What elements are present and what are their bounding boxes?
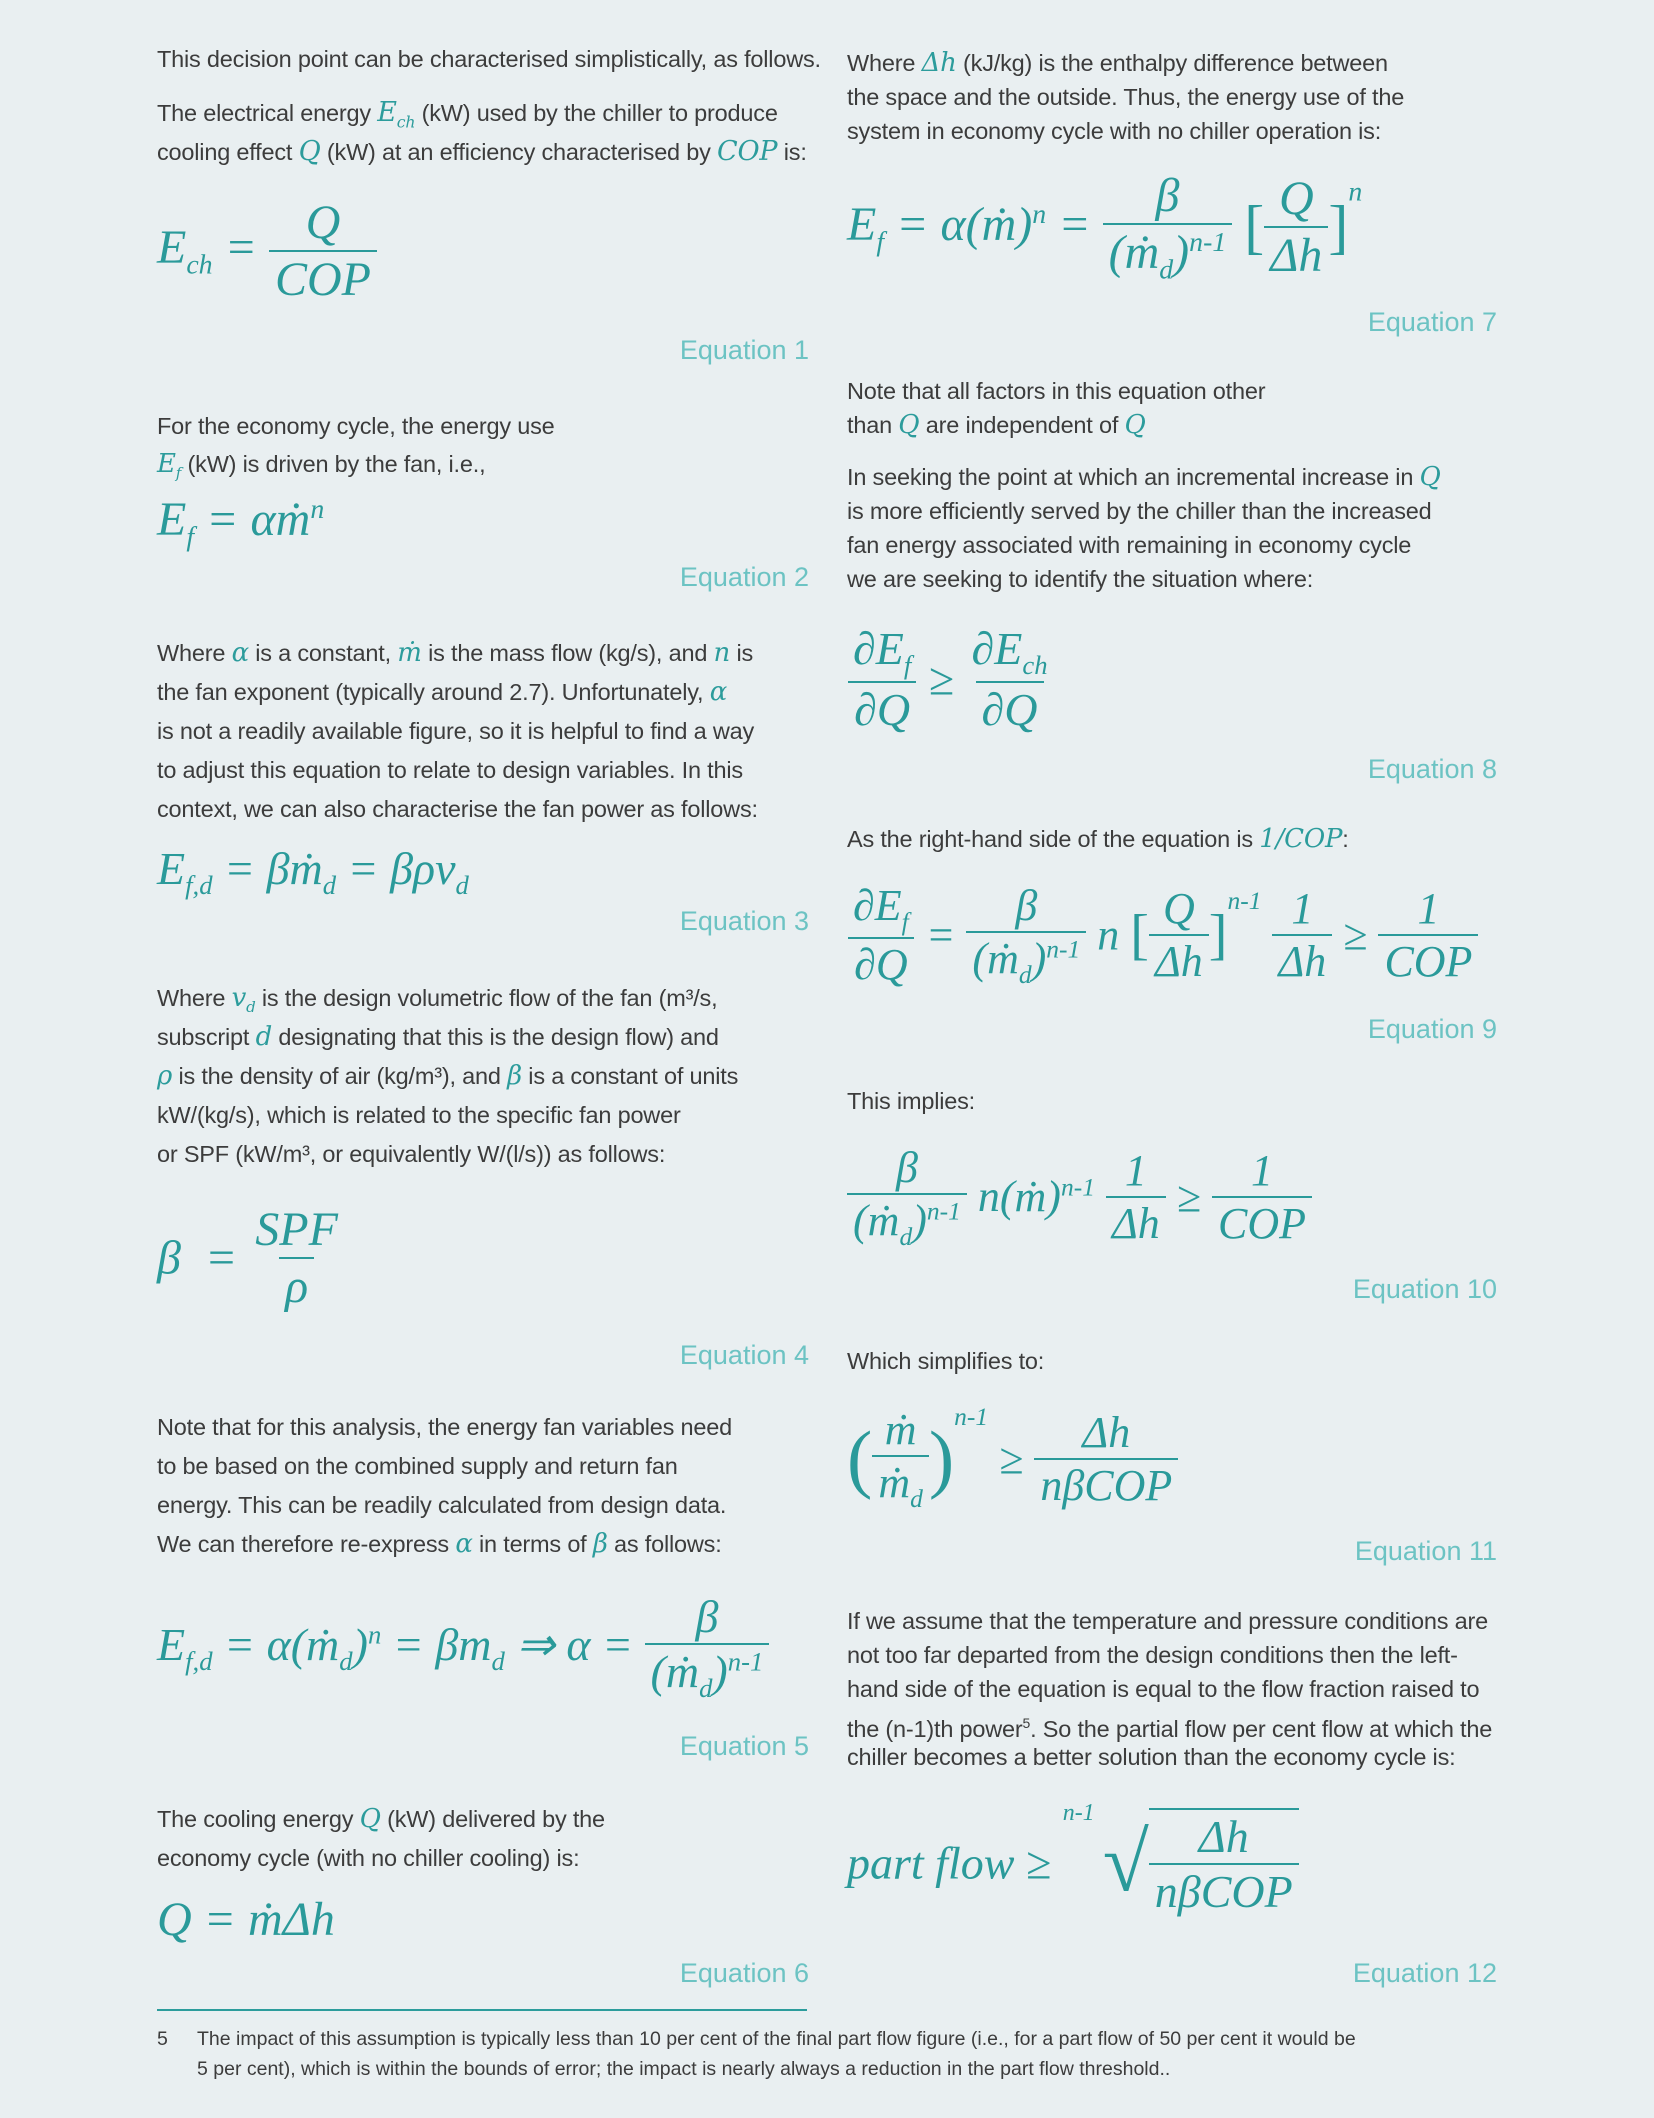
paragraph: Note that for this analysis, the energy fan variables need <box>157 1414 732 1440</box>
paragraph: Where $v_d$ is the design volumetric flow of the fan (m³/s, <box>157 983 718 1017</box>
paragraph: economy cycle (with no chiller cooling) is: <box>157 1845 580 1871</box>
equation-2: $E_f$ = αṁ$^n$ <box>157 493 325 553</box>
paragraph: to adjust this equation to relate to design variables. In this <box>157 757 743 783</box>
footnote-text: The impact of this assumption is typically less than 10 per cent of the final part flow figure (i.e., for a part flow of 50 per cent it would be 5 per cent), which is within the bounds of error; the impact is nearly always a reduction in the part flow threshold.. <box>197 2028 1356 2080</box>
equation-label: Equation 9 <box>1367 1014 1497 1044</box>
equation-1: $E_{ch}$ = $\frac{Q}{\text{COP}}$ <box>157 195 377 307</box>
equation-12: part flow ≥ n-1 √ $\frac{\Delta h}{\text{nβCOP}}$ <box>847 1808 1299 1918</box>
equation-3: $E_{f,d}$ = βṁ$_d$ = βρv$_d$ <box>157 843 469 901</box>
paragraph: We can therefore re-express α in terms of β as follows: <box>157 1529 722 1559</box>
symbol: COP <box>717 136 778 167</box>
equation-4: β = $\frac{\text{SPF}}{\rho}$ <box>157 1203 338 1313</box>
paragraph: Note that all factors in this equation other <box>847 378 1266 404</box>
paragraph: or SPF (kW/m³, or equivalently W/(l/s)) as follows: <box>157 1141 666 1167</box>
equation-label: Equation 10 <box>1352 1274 1497 1304</box>
equation-7: $E_f$ = α(ṁ)$^n$ = $\frac{\beta}{(ṁ_d)^{n-1}}$ [ $\frac{Q}{\Delta h}$ ]$^n$ <box>847 169 1363 286</box>
paragraph: than Q are independent of Q <box>847 410 1146 440</box>
paragraph: fan energy associated with remaining in economy cycle <box>847 532 1412 558</box>
footnote-divider <box>157 2009 807 2011</box>
paragraph: chiller becomes a better solution than the economy cycle is: <box>847 1744 1456 1770</box>
paragraph: the fan exponent (typically around 2.7). Unfortunately, α <box>157 677 728 707</box>
symbol: $E_{ch}$ <box>377 97 416 132</box>
paragraph: to be based on the combined supply and return fan <box>157 1453 678 1479</box>
paragraph: system in economy cycle with no chiller operation is: <box>847 118 1382 144</box>
equation-6: Q = ṁΔh <box>157 1893 335 1946</box>
equation-9: $\frac{\partial E_f}{\partial Q}$ = $\frac{\beta}{(ṁ_d)^{n-1}}$ n [ $\frac{Q}{\Delta h}$ ]$^{n-1}$ $\frac{1}{\Delta h}$ ≥ $\frac{1}{\text{COP}}$ <box>847 880 1478 990</box>
equation-8: $\frac{\partial E_f}{\partial Q}$ ≥ $\frac{\partial E_{ch}}{\partial Q}$ <box>847 622 1054 736</box>
symbol: $E_f$ <box>157 449 182 483</box>
paragraph: In seeking the point at which an incremental increase in Q <box>847 462 1441 492</box>
paragraph: kW/(kg/s), which is related to the specific fan power <box>157 1102 681 1128</box>
paragraph: subscript d designating that this is the design flow) and <box>157 1022 719 1052</box>
equation-5: $E_{f,d}$ = α(ṁ$_d$)$^n$ = $\beta m_d$ ⇒ α = $\frac{\beta}{(ṁ_d)^{n-1}}$ <box>157 1590 769 1704</box>
equation-label: Equation 6 <box>679 1958 809 1988</box>
paragraph: The electrical energy $E_{ch}$ (kW) used by the chiller to produce <box>157 97 778 132</box>
equation-10: $\frac{\beta}{(ṁ_d)^{n-1}}$ n(ṁ)$^{n-1}$ $\frac{1}{\Delta h}$ ≥ $\frac{1}{\text{COP}}$ <box>847 1142 1312 1252</box>
paragraph: the (n-1)th power$^5$. So the partial flow per cent flow at which the <box>847 1715 1493 1742</box>
paragraph: This decision point can be characterised simplistically, as follows. <box>157 46 821 72</box>
paragraph: is more efficiently served by the chiller than the increased <box>847 498 1432 524</box>
paragraph: context, we can also characterise the fan power as follows: <box>157 796 758 822</box>
footnote-number: 5 <box>157 2028 168 2050</box>
symbol: Q <box>298 136 321 167</box>
equation-label: Equation 12 <box>1352 1958 1497 1988</box>
paragraph: Where α is a constant, ṁ is the mass flow (kg/s), and n is <box>157 638 754 668</box>
paragraph: the space and the outside. Thus, the energy use of the <box>847 84 1405 110</box>
paragraph: Which simplifies to: <box>847 1348 1045 1374</box>
paragraph: Where Δh (kJ/kg) is the enthalpy difference between <box>847 48 1388 78</box>
paragraph: The cooling energy Q (kW) delivered by the <box>157 1804 605 1834</box>
paragraph: cooling effect Q (kW) at an efficiency characterised by COP is: <box>157 136 807 167</box>
equation-label: Equation 5 <box>679 1731 809 1761</box>
paragraph: As the right-hand side of the equation is 1/COP: <box>847 824 1349 854</box>
paragraph: hand side of the equation is equal to the flow fraction raised to <box>847 1676 1480 1702</box>
paragraph: is not a readily available figure, so it is helpful to find a way <box>157 718 755 744</box>
paragraph: energy. This can be readily calculated from design data. <box>157 1492 727 1518</box>
paragraph: If we assume that the temperature and pressure conditions are <box>847 1608 1488 1634</box>
equation-11: ( $\frac{\text{ṁ}}{ṁ_d}$ )$^{n-1}$ ≥ $\frac{\Delta h}{\text{nβCOP}}$ <box>847 1402 1178 1514</box>
equation-label: Equation 7 <box>1367 307 1497 337</box>
equation-label: Equation 8 <box>1367 754 1497 784</box>
paragraph: ρ is the density of air (kg/m³), and β is a constant of units <box>157 1061 739 1091</box>
equation-label: Equation 1 <box>679 335 809 365</box>
paragraph: not too far departed from the design conditions then the left- <box>847 1642 1458 1668</box>
equation-label: Equation 4 <box>679 1340 809 1370</box>
equation-label: Equation 11 <box>1354 1536 1497 1566</box>
paragraph: $E_f$ (kW) is driven by the fan, i.e., <box>157 449 486 483</box>
paragraph: For the economy cycle, the energy use <box>157 413 555 439</box>
equation-label: Equation 3 <box>679 906 809 936</box>
equation-label: Equation 2 <box>679 562 809 592</box>
paragraph: we are seeking to identify the situation where: <box>847 566 1314 592</box>
paragraph: This implies: <box>847 1088 975 1114</box>
